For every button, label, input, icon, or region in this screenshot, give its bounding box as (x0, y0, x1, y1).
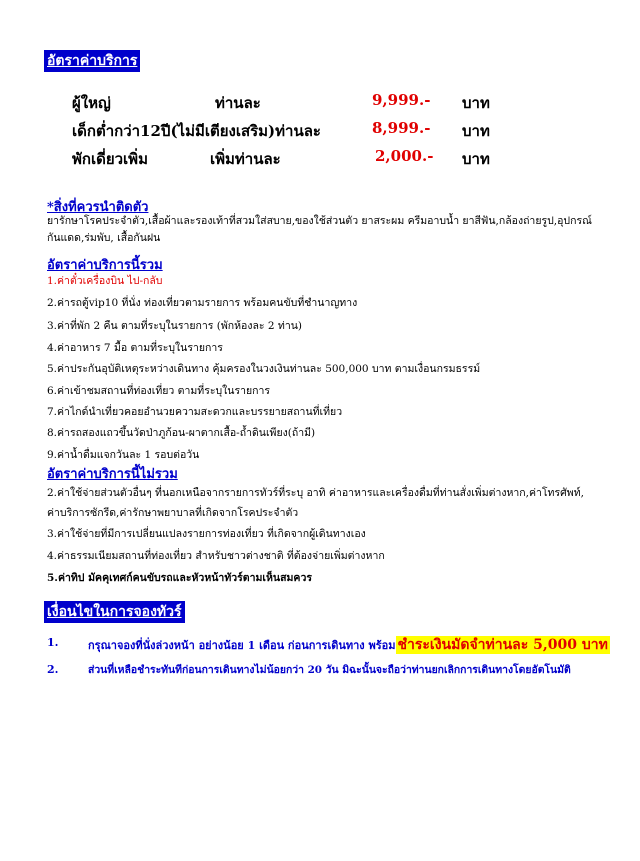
rate-price: 8,999.- (372, 119, 431, 137)
booking-text: ส่วนที่เหลือชำระทันทีก่อนการเดินทางไม่น้อยกว่า 20 วัน มิฉะนั้นจะถือว่าท่านยกเลิกการเดินทางโดยอัตโนมัติ (88, 664, 571, 676)
booking-text-main: กรุณาจองที่นั่งล่วงหน้า อย่างน้อย 1 เดือน ก่อนการเดินทาง พร้อม (88, 639, 396, 652)
included-item: 5.ค่าประกันอุบัติเหตุระหว่างเดินทาง คุ้มครองในวงเงินท่านละ 500,000 บาท ตามเงื่อนกรมธรรม์ (47, 363, 481, 375)
deposit-highlight: ชำระเงินมัดจำท่านละ 5,000 บาท (397, 637, 608, 653)
excluded-item: 2.ค่าใช้จ่ายส่วนตัวอื่นๆ ที่นอกเหนือจากรายการทัวร์ที่ระบุ อาทิ ค่าอาหารและเครื่องดื่มที่ท่านสั่งเพิ่มต่างหาก,ค่าโทรศัพท์, (47, 487, 584, 499)
booking-text (88, 634, 610, 656)
rate-price: 2,000.- (375, 147, 434, 165)
excluded-item: 5.ค่าทิป มัคคุเทศก์คนขับรถและหัวหน้าทัวร์ตามเห็นสมควร (47, 572, 312, 584)
rates-heading: อัตราค่าบริการ (44, 50, 140, 72)
included-item: 4.ค่าอาหาร 7 มื้อ ตามที่ระบุในรายการ (47, 342, 223, 354)
booking-heading: เงื่อนไขในการจองทัวร์ (44, 601, 185, 623)
bring-text: ยารักษาโรคประจำตัว,เสื้อผ้าและรองเท้าที่สวมใส่สบาย,ของใช้ส่วนตัว ยาสระผม ครีมอาบน้ำ ยาสีฟัน,กล้องถ่ายรูป,อุปกรณ์กันแดด,ร่มพับ, เสื้อกันฝน (47, 215, 592, 244)
excluded-item: 4.ค่าธรรมเนียมสถานที่ท่องเที่ยว สำหรับชาวต่างชาติ ที่ต้องจ่ายเพิ่มต่างหาก (47, 550, 385, 562)
rate-price: 9,999.- (372, 91, 431, 109)
rate-unit: บาท (462, 122, 490, 140)
included-heading: อัตราค่าบริการนี้รวม (47, 258, 163, 273)
booking-num: 2. (47, 663, 59, 676)
rate-per: เพิ่มท่านละ (210, 150, 281, 168)
included-item: 6.ค่าเข้าชมสถานที่ท่องเที่ยว ตามที่ระบุในรายการ (47, 385, 271, 397)
booking-num: 1. (47, 636, 59, 649)
rate-unit: บาท (462, 150, 490, 168)
rate-label: เด็กต่ำกว่า12ปี(ไม่มีเตียงเสริม)ท่านละ (72, 122, 321, 140)
excluded-heading: อัตราค่าบริการนี้ไม่รวม (47, 467, 178, 482)
rate-label: พักเดี่ยวเพิ่ม (72, 150, 148, 168)
excluded-item: ค่าบริการซักรีด,ค่ารักษาพยาบาลที่เกิดจากโรคประจำตัว (47, 507, 299, 519)
included-item: 8.ค่ารถสองแถวขึ้นวัดป่าภูก้อน-ผาตากเสื้อ-ถ้ำดินเพียง(ถ้ามี) (47, 427, 316, 439)
included-item: 2.ค่ารถตู้vip10 ที่นั่ง ท่องเที่ยวตามรายการ พร้อมคนขับที่ชำนาญทาง (47, 297, 358, 309)
rate-per: ท่านละ (215, 94, 261, 112)
included-item: 3.ค่าที่พัก 2 คืน ตามที่ระบุในรายการ (พักห้องละ 2 ท่าน) (47, 320, 303, 332)
rate-label: ผู้ใหญ่ (72, 94, 111, 112)
rate-unit: บาท (462, 94, 490, 112)
included-item: 1.ค่าตั๋วเครื่องบิน ไป-กลับ (47, 275, 163, 287)
included-item: 7.ค่าไกด์นำเที่ยวคอยอำนวยความสะดวกและบรรยายสถานที่เที่ยว (47, 406, 343, 418)
included-item: 9.ค่าน้ำดื่มแจกวันละ 1 รอบต่อวัน (47, 449, 200, 461)
bring-heading: *สิ่งที่ควรนำติดตัว (47, 200, 149, 215)
excluded-item: 3.ค่าใช้จ่ายที่มีการเปลี่ยนแปลงรายการท่องเที่ยว ที่เกิดจากผู้เดินทางเอง (47, 528, 366, 540)
